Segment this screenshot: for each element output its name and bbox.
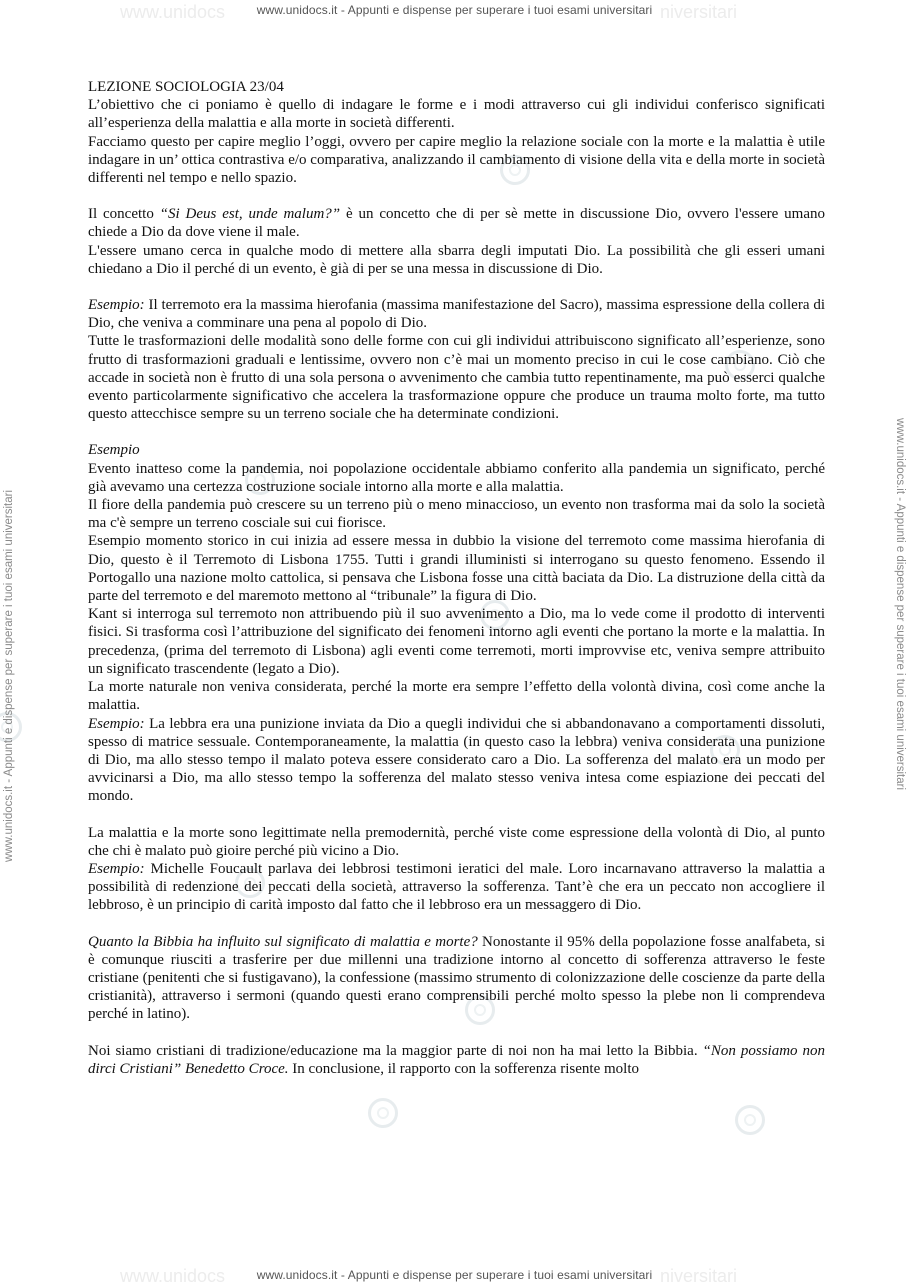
watermark-side-right: www.unidocs.it - Appunti e dispense per superare i tuoi esami universitari: [894, 418, 906, 791]
paragraph: Il fiore della pandemia può crescere su un terreno più o meno minaccioso, un evento non trasforma mai da solo la società ma c'è sempre un terreno cosciale sui cui fiorisce.: [88, 497, 825, 532]
text-span: Il concetto: [88, 206, 160, 223]
document-title: LEZIONE SOCIOLOGIA 23/04: [88, 79, 284, 95]
paragraph: [88, 860, 825, 915]
text-span: La lebbra era una punizione inviata da Dio a quegli individui che si abbandonavano a comportamenti dissoluti, spesso di matrice sessuale. Contemporaneamente, la malattia (in questo caso la lebbra) veniva considerata una punizione di Dio, ma allo stesso tempo il malato poteva essere considerato caro a Dio. La sofferenza del malato era un modo per avvicinarsi a Dio, ma allo stesso tempo la sofferenza del malato stesso veniva intesa come espiazione dei peccati del mondo.: [88, 715, 825, 805]
paragraph: L'essere umano cerca in qualche modo di mettere alla sbarra degli imputati Dio. La possibilità che gli esseri umani chiedano a Dio il perché di un evento, è già di per se una messa in discussione di Dio.: [88, 242, 825, 277]
paragraph: L’obiettivo che ci poniamo è quello di indagare le forme e i modi attraverso cui gli individui conferisco significati all’esperienza della malattia e alla morte in società differenti.: [88, 97, 825, 132]
text-span: Noi siamo cristiani di tradizione/educazione ma la maggior parte di noi non ha mai letto la Bibbia.: [88, 1042, 703, 1059]
paragraph: La morte naturale non veniva considerata, perché la morte era sempre l’effetto della volontà divina, così come anche la malattia.: [88, 679, 825, 714]
paragraph: [88, 715, 825, 806]
italic-quote: “Si Deus est, unde malum?”: [159, 206, 341, 223]
italic-quote: “Non possiamo non dirci Cristiani” Benedetto Croce.: [88, 1042, 825, 1077]
example-label: Esempio:: [88, 860, 145, 877]
text-span: In conclusione, il rapporto con la sofferenza risente molto: [288, 1060, 639, 1077]
paragraph: Facciamo questo per capire meglio l’oggi, ovvero per capire meglio la relazione sociale con la morte e la malattia è utile indagare in un’ ottica contrastiva e/o comparativa, analizzando il cambiamento di visione della vita e della morte in società differenti nel tempo e nello spazio.: [88, 133, 825, 187]
paragraph: Esempio momento storico in cui inizia ad essere messa in dubbio la visione del terremoto come massima hierofania di Dio, questo è il Terremoto di Lisbona 1755. Tutti i grandi illuministi si interrogano su questo fenomeno. Essendo il Portogallo una nazione molto cattolica, si pensava che Lisbona fosse una città baciata da Dio. La distruzione della città da parte del terremoto e del maremoto mettono al “tribunale” la figura di Dio.: [88, 533, 825, 605]
text-span: è un concetto che di per sè mette in discussione Dio, ovvero l'essere umano chiede a Dio da dove viene il male.: [88, 206, 825, 241]
paragraph: Kant si interroga sul terremoto non attribuendo più il suo avvenimento a Dio, ma lo vede come il prodotto di interventi fisici. Si trasforma così l’attribuzione del significato dei fenomeni intorno agli eventi che portano la morte e la malattia. In precedenza, (prima del terremoto di Lisbona) agli eventi come terremoti, morti improvvise etc, veniva sempre attribuito un significato trascendente (legato a Dio).: [88, 606, 825, 677]
watermark-ghost-left: www.unidocs: [120, 2, 226, 22]
paragraph: Tutte le trasformazioni delle modalità sono delle forme con cui gli individui attribuiscono significato all’esperienze, sono frutto di trasformazioni graduali e lentissime, ovvero non c’è mai un momento preciso in cui le cose cambiano. Ciò che accade in società non è frutto di una sola persona o avvenimento che cambia tutto repentinamente, ma può esserci qualche evento particolarmente significativo che accelera la trasformazione oppure che produce un trauma molto forte, ma tutto questo attecchisce sempre su un terreno sociale che ha determinate condizioni.: [88, 333, 825, 423]
document-body: [88, 78, 825, 1078]
example-label: Esempio:: [88, 297, 145, 314]
text-span: Nonostante il 95% della popolazione fosse analfabeta, si è comunque riusciti a trasferire per due millenni una tradizione intorno al concetto di sofferenza attraverso le feste cristiane (penitenti che si fustigavano), la confessione (massimo strumento di colonizzazione delle coscienze da parte della cristianità), attraverso i sermoni (quando questi erano comprensibili perché molto spesso la plebe non li comprendeva perché in latino).: [88, 933, 825, 1023]
paragraph: [88, 1042, 825, 1078]
example-label: Esempio: [88, 442, 140, 459]
paragraph: [88, 205, 825, 241]
watermark-side-left: www.unidocs.it - Appunti e dispense per superare i tuoi esami universitari: [3, 489, 15, 862]
paragraph: [88, 296, 825, 332]
paragraph: La malattia e la morte sono legittimate nella premodernità, perché viste come espressione della volontà di Dio, al punto che chi è malato può gioire perché più vicino a Dio.: [88, 824, 825, 859]
italic-question: Quanto la Bibbia ha influito sul significato di malattia e morte?: [88, 933, 478, 950]
text-span: Il terremoto era la massima hierofania (massima manifestazione del Sacro), massima espressione della collera di Dio, che veniva a comminare una pena al popolo di Dio.: [88, 297, 825, 332]
watermark-ghost-right-bottom: niversitari: [660, 1266, 738, 1286]
unidocs-logo-icon: [735, 1105, 765, 1135]
watermark-footer: www.unidocs.it - Appunti e dispense per superare i tuoi esami universitari: [256, 1268, 653, 1282]
paragraph: Evento inatteso come la pandemia, noi popolazione occidentale abbiamo conferito alla pandemia un significato, perché già avevamo una certezza costruzione sociale intorno alla morte e alla malattia.: [88, 460, 825, 495]
unidocs-logo-icon: [368, 1098, 398, 1128]
paragraph: [88, 933, 825, 1024]
watermark-ghost-right: niversitari: [660, 2, 738, 22]
watermark-ghost-left-bottom: www.unidocs: [120, 1266, 226, 1286]
paragraph: [88, 441, 825, 459]
text-span: Michelle Foucault parlava dei lebbrosi testimoni ieratici del male. Loro incarnavano attraverso la malattia a possibilità di redenzione dei peccati della società, attraverso la sofferenza. Tant’è che era un peccato non accogliere il lebbroso, è un principio di carità imposto dal fatto che il lebbroso era un messaggero di Dio.: [88, 860, 825, 914]
example-label: Esempio:: [88, 715, 145, 732]
watermark-header: www.unidocs.it - Appunti e dispense per superare i tuoi esami universitari: [256, 3, 653, 17]
